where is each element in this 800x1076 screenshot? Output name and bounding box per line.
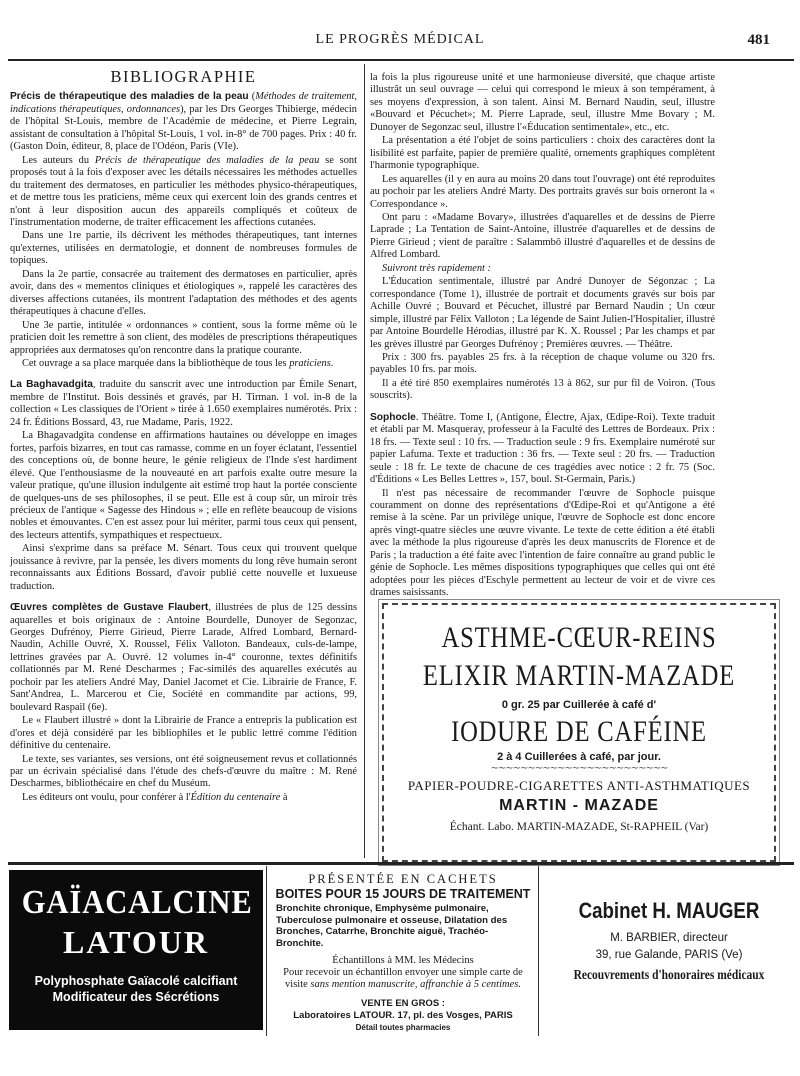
paragraph: la fois la plus rigoureuse unité et une harmonieuse diversité, que chaque artiste illustrât un seul ouvrage — celui qui correspond le mieux à son tempérament, à ses moyens d'expression, à son talent. Ainsi M. Bernard Naudin, seul, illustre «Bouvard et Pécuchet»; M. Pierre Laprade, seul, illustre Mme Bovary ; M. Dunoyer de Segonzac seul, illustre l'«Éducation sentimentale», etc., etc. (370, 72, 715, 133)
ad-headline: Cabinet H. MAUGER (578, 898, 760, 923)
entry-sophocle-reference: Sophocle. Théâtre. Tome I, (Antigone, Électre, Ajax, Œdipe-Roi). Texte traduit et établi par M. Masqueray, professeur à la Faculté des Lettres de Bordeaux. Prix : 18 frs. — Texte seul : 10 frs. — Traduction seule : 9 frs. Exemplaire numéroté sur papier Lafuma. Texte et traduction : 36 frs. — Texte seul : 20 frs. — Traduction seule : 18 fr. Le texte de chacune de ces tragédies avec notice : 2 fr. 75 (Soc. d'Éditions « Les Belles Lettres », 157, boul. St-Germain, Paris.) (370, 411, 715, 486)
paragraph: Les aquarelles (il y en aura au moins 20 dans tout l'ouvrage) ont été reproduites au pochoir par les ateliers André Marty. Des portraits gravés sur bois orneront la « Correspondance ». (370, 173, 715, 210)
paragraph: Dans une 1re partie, ils décrivent les méthodes thérapeutiques, tant internes qu'externes, utilisées en dermatologie, et donnent de nombreuses formules de topiques. (10, 230, 357, 267)
paragraph: Ont paru : «Madame Bovary», illustrées d'aquarelles et de dessins de Pierre Laprade ; La Tentation de Saint-Antoine, illustrée d'aquarelles et de dessins de Pierre Girieud ; vient de paraître : Salammbô illustré d'aquarelles et de dessins de Alfred Lombard. (370, 211, 715, 261)
ad-subline: BOITES POUR 15 JOURS DE TRAITEMENT (275, 887, 531, 901)
entry-title: La Baghavadgita (10, 379, 93, 391)
ad-headline: ASTHME-CŒUR-REINS (441, 621, 717, 654)
paragraph: Ainsi s'exprime dans sa préface M. Sénart. Tous ceux qui trouvent quelque jouissance à revivre, par la pensée, les divers moments du long rêve humain seront reconnaissants aux Éditions Bossard, d'avoir publié cette nouvelle et luxueuse traduction. (10, 543, 357, 592)
ad-subline: PAPIER-POUDRE-CIGARETTES ANTI-ASTHMATIQUES (407, 778, 751, 793)
ad-product-name: ELIXIR MARTIN-MAZADE (422, 659, 736, 692)
ad-address: 39, rue Galande, PARIS (Ve) (595, 949, 743, 961)
paragraph: Il a été tiré 850 exemplaires numérotés 13 à 862, sur pur fil de Voiron. (Tous souscrits). (370, 377, 715, 402)
entry-title: Précis de thérapeutique des maladies de la peau (10, 91, 249, 103)
entry-skin-reference: Précis de thérapeutique des maladies de la peau (Méthodes de traitement, indications thérapeutiques, ordonnances), par les Drs Georges Thibierge, médecin de l'hôpital St-Louis, membre de l'Académie de médecine, et Pierre Legrain, assistant de consultation à l'hôpital St-Louis, 1 vol. in-8° de 700 pages. Prix : 40 fr. (Gaston Doin, éditeur, 8, place de l'Odéon, Paris (VIe). (10, 91, 357, 153)
page-number: 481 (747, 32, 770, 48)
ad-indications: Bronchite chronique, Emphysème pulmonaire, Tuberculose pulmonaire et osseuse, Dilatation des Bronches, Catarrhe, Bronchite aiguë, Trachéo-Bronchite. (276, 903, 508, 949)
page-header (0, 32, 800, 54)
entry-gita-reference: La Baghavadgita, traduite du sanscrit avec une introduction par Émile Senart, membre de l'Institut. Bois dessinés et gravés, par H. Tirman. 1 vol. in-8 de la collection « Les classiques de l'Orient » tirée à 1.650 exemplaires numérotés. Prix : 24 fr. Éditions Bossard, 43, rue Madame, Paris, 1922. (10, 379, 357, 428)
ad-divider (538, 866, 539, 1036)
left-column (10, 67, 357, 805)
column-divider (364, 64, 365, 858)
ad-cachets-latour (272, 872, 534, 1032)
ad-band-rule (8, 862, 794, 865)
entry-flaubert-reference: Œuvres complètes de Gustave Flaubert, illustrées de plus de 125 dessins aquarelles et bois originaux de : Antoine Bourdelle, Dunoyer de Segonzac, Georges Dufrénoy, Pierre Girieud, Pierre Larade, Alfred Lombard, Bernard-Naudin, Achille Ouvré, X. Roussel, Félix Valloton. Bandeaux, culs-de-lampe, lettrines gravées par A. Ouvré. 12 volumes in-4° couronne, textes définitifs collationnés par M. René Descharmes ; Fac-similés des aquarelles exécutés au pochoir par les ateliers André May, Daniel Jacomet et Cie. Librairie de France, F. Sant'Andrea, L. Marcerou et Cie, Société en commandite par actions, 99, boulevard Raspail (6e). (10, 602, 357, 713)
paragraph: L'Éducation sentimentale, illustré par André Dunoyer de Ségonzac ; La correspondance (Tome 1), illustrée de portrait et documents gravés sur bois par Achille Ouvré ; Bouvard et Pécuchet, illustré par Bernard Naudin ; Un cœur simple, illustré par Félix Valloton ; La légende de Saint Julien-l'Hospitalier, illustré par Antoine Bourdelle Hérodias, illustré par K. X. Roussel ; Par les champs et par les grèves illustré par Georges Dufrénoy ; Premières œuvres. — Théâtre. (370, 276, 715, 350)
paragraph: Dans la 2e partie, consacrée au traitement des dermatoses en particulier, après avoir, dans des « mementos cliniques et étiologiques », rappelé les caractères des diverses affections cutanées, ils montrent l'adaptation des méthodes et des agents thérapeutiques à chacune d'elles. (10, 268, 357, 318)
paragraph: Prix : 300 frs. payables 25 frs. à la réception de chaque volume ou 320 frs. payables 10 frs. par mois. (370, 351, 715, 376)
ad-headline: PRÉSENTÉE EN CACHETS (308, 872, 498, 886)
paragraph: Cet ouvrage a sa place marquée dans la bibliothèque de tous les praticiens. (22, 357, 334, 369)
ad-product-name: IODURE DE CAFÉINE (451, 715, 707, 748)
ad-brand: MARTIN - MAZADE (499, 797, 659, 814)
ad-brand: LATOUR (63, 924, 209, 960)
ad-sales: VENTE EN GROS : Laboratoires LATOUR. 17, pl. des Vosges, PARIS Détail toutes pharmacies (293, 998, 513, 1032)
paragraph: Le « Flaubert illustré » dont la Librairie de France a entrepris la publication est d'ores et déjà considéré par les bibliophiles et le public lettré comme l'édition définitive du centenaire. (10, 715, 357, 752)
right-column (370, 72, 715, 601)
ad-subline: Recouvrements d'honoraires médicaux (573, 967, 765, 982)
running-title: LE PROGRÈS MÉDICAL (315, 32, 485, 47)
paragraph: Suivront très rapidement : (382, 262, 491, 274)
ad-dosage: 2 à 4 Cuillerées à café, par jour. (497, 751, 661, 763)
paragraph: Le texte, ses variantes, ses versions, ont été soigneusement revus et collationnés par un écrivain spécialisé dans l'étude des chefs-d'œuvre du maître : M. René Descharmes, bibliothécaire en chef du Muséum. (10, 753, 357, 790)
paragraph: La Bhagavadgita condense en affirmations hautaines ou développe en images fortes, parfois bizarres, en tout cas ramasse, comme en un foyer éclatant, l'essentiel des conceptions où, de bonne heure, le génie religieux de l'Inde s'est hardiment élevé. Que l'enthousiasme de la nouveauté en art parfois exalte outre mesure la valeur pratique, qu'une illusion indulgente ait estimé trop haut la portée consciente de quelques-uns de ses philosophes, il se peut. Elle est à coup sûr, un miroir très précieux de l'antique « Sagesse des Hindous » ; elle en reflète beaucoup de visions nobles et émouvantes. C'en est assez pour lui mériter, parmi tous ceux qui pensent, des lecteurs attentifs, sympathiques et respectueux. (10, 430, 357, 541)
ad-divider (266, 866, 267, 1036)
ad-headline: GAÏACALCINE (21, 884, 253, 921)
section-title: BIBLIOGRAPHIE (110, 67, 257, 86)
wave-ornament-icon: ∼∼∼∼∼∼∼∼∼∼∼∼∼∼∼∼∼∼∼∼∼∼∼∼ (490, 763, 668, 774)
ad-samples: Échantillons à MM. les Médecins Pour recevoir un échantillon envoyer une simple carte de visite sans mention manuscrite, affranchie à 5 centimes. (283, 955, 523, 990)
paragraph: Les auteurs du Précis de thérapeutique des maladies de la peau se sont proposés tout à la fois d'exposer avec les détails nécessaires les méthodes actuelles du traitement des dermatoses, en particulier les méthodes physico-thérapeutiques, et de mettre tous les praticiens, même ceux qui exercent loin des grands centres et n'ont à leur disposition aucun des appareils compliqués et coûteux de l'instrumentation moderne, de traiter efficacement les affections cutanées. (10, 154, 357, 228)
ad-gaiacalcine (9, 870, 263, 1030)
paragraph: Il n'est pas nécessaire de recommander l'œuvre de Sophocle puisque couramment on donne des représentations d'Œdipe-Roi et qu'Antigone a été remise à la scène. Par un privilège unique, l'œuvre de Sophocle est donc encore après vingt-quatre siècles une œuvre vivante. Le texte de cette édition a été établi avec la méthode la plus rigoureuse d'après les deux manuscrits de Florence et de Paris ; la traduction a été faite avec l'intention de faire connaître au grand public le génie de Sophocle. Les mêmes dispositions typographiques que celles qui ont été adoptées pour les pièces d'Eschyle permettent au lecteur de voir et de vivre ces drames saisissants. (370, 487, 715, 599)
header-rule (8, 59, 794, 61)
ad-elixir-martin-mazade (382, 603, 776, 862)
ad-director: M. BARBIER, directeur (610, 932, 728, 944)
entry-title: Œuvres complètes de Gustave Flaubert (10, 602, 209, 614)
ad-address: Échant. Labo. MARTIN-MAZADE, St-RAPHEIL (Var) (449, 821, 709, 833)
ad-subline: Modificateur des Sécrétions (52, 990, 220, 1004)
entry-title: Sophocle (370, 411, 416, 423)
paragraph: La présentation a été l'objet de soins particuliers : choix des caractères dont la lisibilité est parfaite, papier de première qualité, ornements graphiques complètent l'harmonie typographique. (370, 135, 715, 172)
ad-subline: Polyphosphate Gaïacolé calcifiant (34, 974, 238, 988)
paragraph: Les éditeurs ont voulu, pour conférer à l'Édition du centenaire à (22, 791, 288, 803)
paragraph: Une 3e partie, intitulée « ordonnances » contient, sous la forme même où le praticien doit les remettre à son client, des modèles de prescriptions thérapeutiques appropriées aux dermatoses qu'on rencontre dans la pratique courante. (10, 319, 357, 356)
ad-cabinet-mauger (543, 898, 795, 983)
ad-dosage: 0 gr. 25 par Cuillerée à café d' (501, 699, 657, 711)
